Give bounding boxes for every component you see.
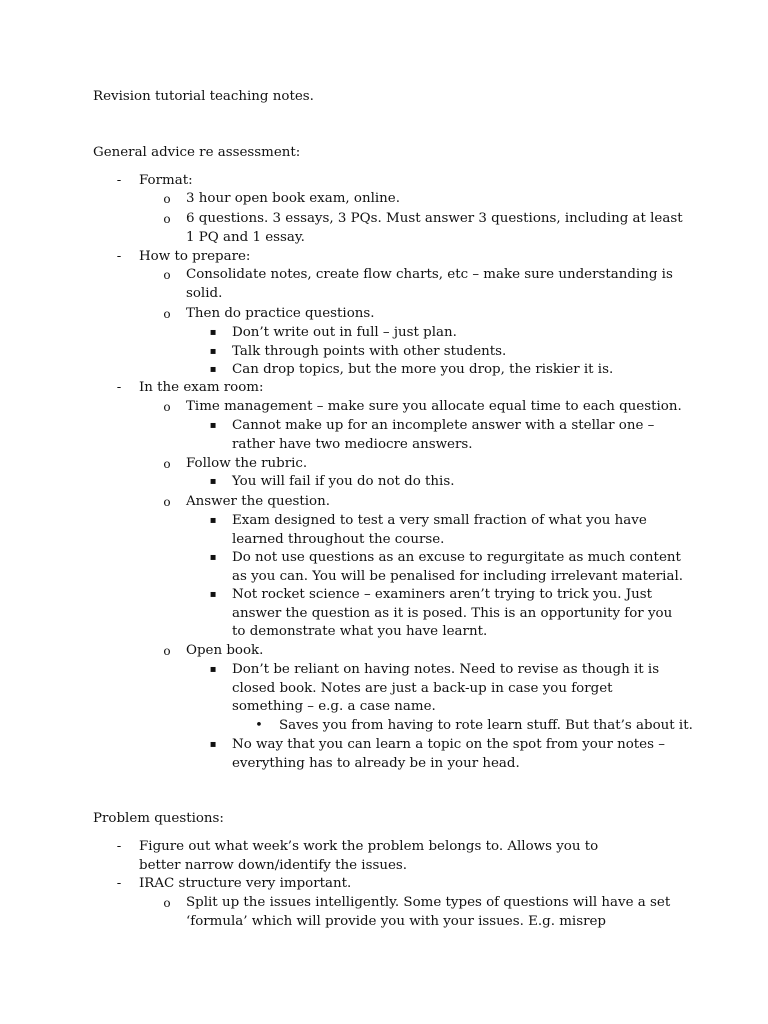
circle-bullet-icon: o: [163, 192, 171, 206]
list-item: Follow the rubric.: [186, 456, 308, 471]
circle-bullet-icon: o: [163, 400, 171, 414]
circle-bullet-icon: o: [163, 457, 171, 471]
list-item: Exam designed to test a very small fraction of what you have learned throughout the course.: [232, 513, 647, 547]
list-item: Don’t write out in full – just plan.: [232, 325, 457, 340]
list-item: Split up the issues intelligently. Some types of questions will have a set ‘formula’ which will provide you with your issues. E.g. misrep: [186, 895, 671, 929]
circle-bullet-icon: o: [163, 307, 171, 321]
list-item: Don’t be reliant on having notes. Need to revise as though it is closed book. Notes are just a back-up in case you forget something – e.g. a case name.: [232, 662, 660, 715]
page-title: Revision tutorial teaching notes.: [93, 89, 314, 104]
list-item: You will fail if you do not do this.: [232, 474, 455, 489]
square-bullet-icon: ▪: [209, 327, 217, 338]
list-item: Can drop topics, but the more you drop, the riskier it is.: [232, 362, 614, 377]
list-item: Saves you from having to rote learn stuff. But that’s about it.: [279, 718, 693, 733]
dash-marker: -: [116, 249, 122, 264]
list-item: 3 hour open book exam, online.: [186, 191, 400, 206]
round-bullet-icon: •: [255, 718, 263, 733]
circle-bullet-icon: o: [163, 212, 171, 226]
section-heading-problem-questions: Problem questions:: [93, 811, 224, 826]
list-item: Open book.: [186, 643, 264, 658]
list-item: Cannot make up for an incomplete answer with a stellar one – rather have two mediocre answers.: [232, 418, 655, 452]
list-item: Do not use questions as an excuse to regurgitate as much content as you can. You will be penalised for including irrelevant material.: [232, 550, 683, 584]
dash-marker: -: [116, 173, 122, 188]
circle-bullet-icon: o: [163, 268, 171, 282]
square-bullet-icon: ▪: [209, 664, 217, 675]
list-item: Figure out what week’s work the problem belongs to. Allows you to better narrow down/identify the issues.: [139, 839, 599, 873]
list-item: In the exam room:: [139, 380, 264, 395]
square-bullet-icon: ▪: [209, 364, 217, 375]
square-bullet-icon: ▪: [209, 552, 217, 563]
list-item: Consolidate notes, create flow charts, etc – make sure understanding is solid.: [186, 267, 673, 301]
list-item: 6 questions. 3 essays, 3 PQs. Must answer 3 questions, including at least 1 PQ and 1 essay.: [186, 211, 683, 245]
circle-bullet-icon: o: [163, 644, 171, 658]
list-item: IRAC structure very important.: [139, 876, 352, 891]
list-item: Then do practice questions.: [186, 306, 375, 321]
square-bullet-icon: ▪: [209, 476, 217, 487]
square-bullet-icon: ▪: [209, 346, 217, 357]
list-item: Not rocket science – examiners aren’t trying to trick you. Just answer the question as it is posed. This is an opportunity for you to demonstrate what you have learnt.: [232, 587, 673, 640]
dash-marker: -: [116, 839, 122, 854]
section-heading-general-advice: General advice re assessment:: [93, 145, 301, 160]
dash-marker: -: [116, 876, 122, 891]
circle-bullet-icon: o: [163, 896, 171, 910]
circle-bullet-icon: o: [163, 495, 171, 509]
square-bullet-icon: ▪: [209, 739, 217, 750]
list-item: Talk through points with other students.: [232, 344, 507, 359]
list-item: No way that you can learn a topic on the spot from your notes – everything has to already be in your head.: [232, 737, 665, 771]
list-item: Answer the question.: [186, 494, 330, 509]
list-item: How to prepare:: [139, 249, 251, 264]
square-bullet-icon: ▪: [209, 515, 217, 526]
list-item: Time management – make sure you allocate equal time to each question.: [186, 399, 682, 414]
square-bullet-icon: ▪: [209, 420, 217, 431]
square-bullet-icon: ▪: [209, 589, 217, 600]
dash-marker: -: [116, 380, 122, 395]
list-item: Format:: [139, 173, 193, 188]
